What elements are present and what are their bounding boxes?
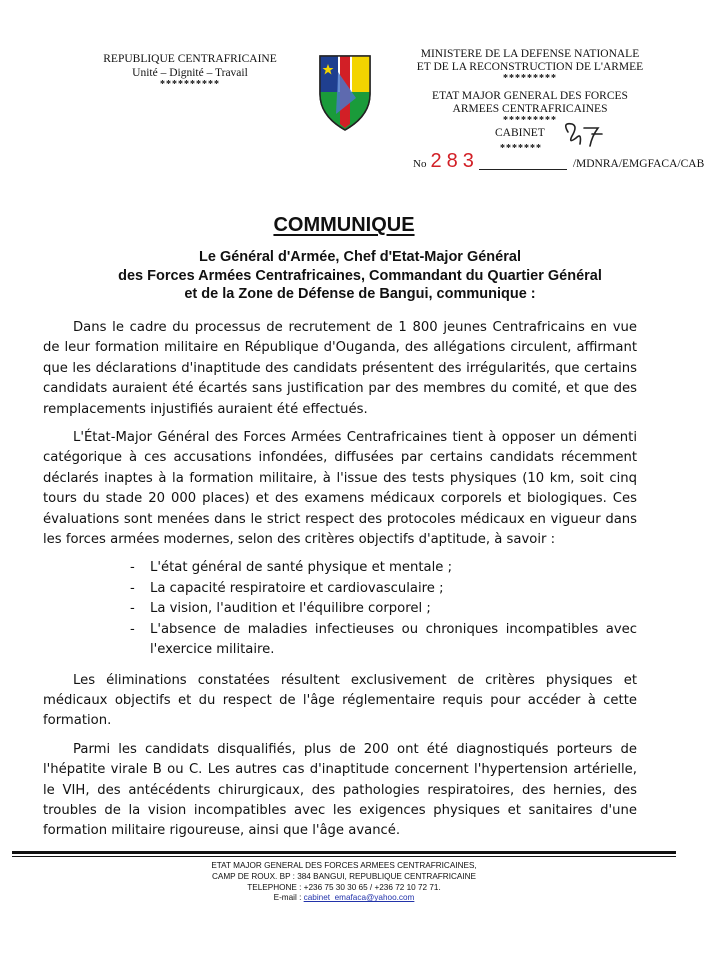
subtitle-line-1: Le Général d'Armée, Chef d'Etat-Major Général xyxy=(199,249,521,265)
reference-no-label: No xyxy=(413,158,427,170)
subtitle-line-3: et de la Zone de Défense de Bangui, communique : xyxy=(184,286,536,302)
header-right xyxy=(395,48,665,126)
footer-rule-thin xyxy=(12,856,676,857)
national-motto: Unité – Dignité – Travail xyxy=(132,67,248,79)
document-subtitle xyxy=(60,248,660,304)
etat-major-line-1: ETAT MAJOR GENERAL DES FORCES xyxy=(432,90,628,102)
header-right-stars-2: ********* xyxy=(503,115,557,126)
footer xyxy=(0,861,688,904)
criteria-item: - L'état général de santé physique et mentale ; xyxy=(130,558,637,578)
ministry-line-1: MINISTERE DE LA DEFENSE NATIONALE xyxy=(420,48,640,60)
criteria-item: - L'absence de maladies infectieuses ou chroniques incompatibles avec l'exercice militaire. xyxy=(130,620,637,661)
footer-line-3: TELEPHONE : +236 75 30 30 65 / +236 72 10 72 71. xyxy=(247,882,441,892)
reference-number xyxy=(413,150,704,173)
reference-number-value: 283 xyxy=(430,150,479,172)
footer-rule-thick xyxy=(12,851,676,854)
shield-emblem-icon xyxy=(316,52,374,132)
footer-line-2: CAMP DE ROUX. BP : 384 BANGUI, REPUBLIQUE CENTRAFRICAINE xyxy=(211,871,477,881)
document-body xyxy=(43,318,637,850)
criteria-item: - La vision, l'audition et l'équilibre corporel ; xyxy=(130,599,637,619)
document-title xyxy=(0,214,688,237)
ministry-line-2: ET DE LA RECONSTRUCTION DE L'ARMEE xyxy=(416,61,644,73)
footer-email-row xyxy=(0,893,688,904)
etat-major-line-2: ARMEES CENTRAFRICAINES xyxy=(452,103,608,115)
footer-email-link[interactable]: cabinet_emafaca@yahoo.com xyxy=(303,893,415,903)
paragraph-1: Dans le cadre du processus de recrutement de 1 800 jeunes Centrafricains en vue de leur formation militaire en République d'Ouganda, des allégations circulent, affirmant que les déclarations d'inaptitude des candidats présentent des irrégularités, que certains candidats auraient été écartés sans justification par des membres du comité, et que des remplacements injustifiés auraient été effectués. xyxy=(43,320,637,417)
header-right-stars-1: ********* xyxy=(503,73,557,84)
cabinet-stars: ******* xyxy=(500,143,542,154)
paragraph-4: Parmi les candidats disqualifiés, plus de 200 ont été diagnostiqués porteurs de l'hépatite virale B ou C. Les autres cas d'inaptitude concernent l'hypertension artérielle, le VIH, des antécédents chirurgicaux, des pathologies respiratoires, des hernies, des troubles de la vision incompatibles avec les exigences physiques et sanitaires d'une formation militaire rigoureuse, ainsi que l'âge avancé. xyxy=(43,741,637,839)
subtitle-line-2: des Forces Armées Centrafricaines, Commandant du Quartier Général xyxy=(118,267,602,284)
header-left xyxy=(70,52,310,90)
cabinet-label: CABINET xyxy=(495,127,545,139)
criteria-item: - La capacité respiratoire et cardiovasculaire ; xyxy=(130,579,637,599)
header-left-stars: ********** xyxy=(160,79,220,90)
paragraph-2: L'État-Major Général des Forces Armées Centrafricaines tient à opposer un démenti catégorique à ces accusations infondées, diffusées par certains candidats récemment déclarés inaptes à la formation militaire, à l'issue des tests physiques (10 km, soit cinq tours du stade 20 000 places) et des examens médicaux corporels et biologiques. Ces évaluations sont menées dans le strict respect des protocoles médicaux en vigueur dans les forces armées modernes, selon des critères objectifs d'aptitude, à savoir : xyxy=(43,430,637,548)
reference-code: /MDNRA/EMGFACA/CAB xyxy=(572,158,704,170)
footer-line-1: ETAT MAJOR GENERAL DES FORCES ARMEES CENTRAFRICAINES, xyxy=(211,861,477,870)
country-name: REPUBLIQUE CENTRAFRICAINE xyxy=(103,53,277,65)
signature-icon xyxy=(558,118,606,148)
footer-email-label: E-mail : xyxy=(273,893,304,903)
paragraph-3: Les éliminations constatées résultent exclusivement de critères physiques et médicaux objectifs et du respect de l'âge réglementaire requis pour accéder à cette formation. xyxy=(43,672,637,729)
criteria-list xyxy=(130,558,637,660)
reference-underline xyxy=(479,169,567,170)
document-title-text: COMMUNIQUE xyxy=(273,214,415,236)
